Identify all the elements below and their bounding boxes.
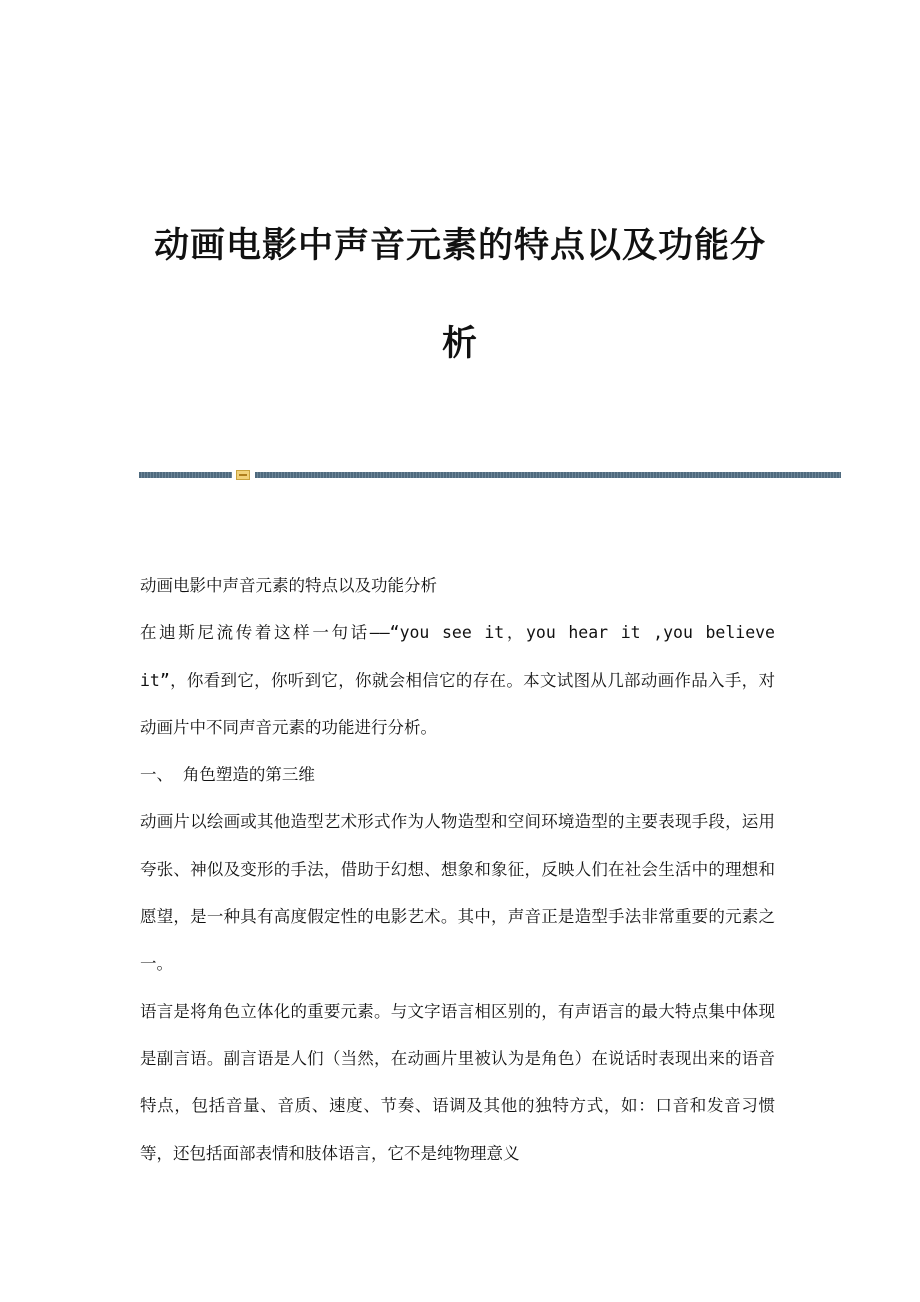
- section-heading: 一、 角色塑造的第三维: [140, 765, 315, 785]
- document-title-line-2: 析: [441, 324, 478, 364]
- subtitle-paragraph: 动画电影中声音元素的特点以及功能分析: [140, 576, 437, 595]
- divider-bar-right: [255, 472, 841, 478]
- title-divider: [139, 470, 841, 480]
- divider-ornament-icon: [236, 470, 250, 480]
- intro-paragraph: 在迪斯尼流传着这样一句话——“you see it，you hear it ,you believe it”，你看到它，你听到它，你就会相信它的存在。本文试图从几部动画作品入手，对动画片中不同声音元素的功能进行分析。: [140, 623, 775, 737]
- body-paragraph: 语言是将角色立体化的重要元素。与文字语言相区别的，有声语言的最大特点集中体现是副言语。副言语是人们（当然，在动画片里被认为是角色）在说话时表现出来的语音特点，包括音量、音质、速度、节奏、语调及其他的独特方式，如：口音和发音习惯等，还包括面部表情和肢体语言，它不是纯物理意义: [140, 1001, 775, 1163]
- body-paragraph: 动画片以绘画或其他造型艺术形式作为人物造型和空间环境造型的主要表现手段，运用夸张、神似及变形的手法，借助于幻想、想象和象征，反映人们在社会生活中的理想和愿望，是一种具有高度假定性的电影艺术。其中，声音正是造型手法非常重要的元素之一。: [140, 812, 775, 974]
- document-title-line-1: 动画电影中声音元素的特点以及功能分: [153, 226, 766, 266]
- divider-bar-left: [139, 472, 232, 478]
- document-body: [140, 562, 775, 1177]
